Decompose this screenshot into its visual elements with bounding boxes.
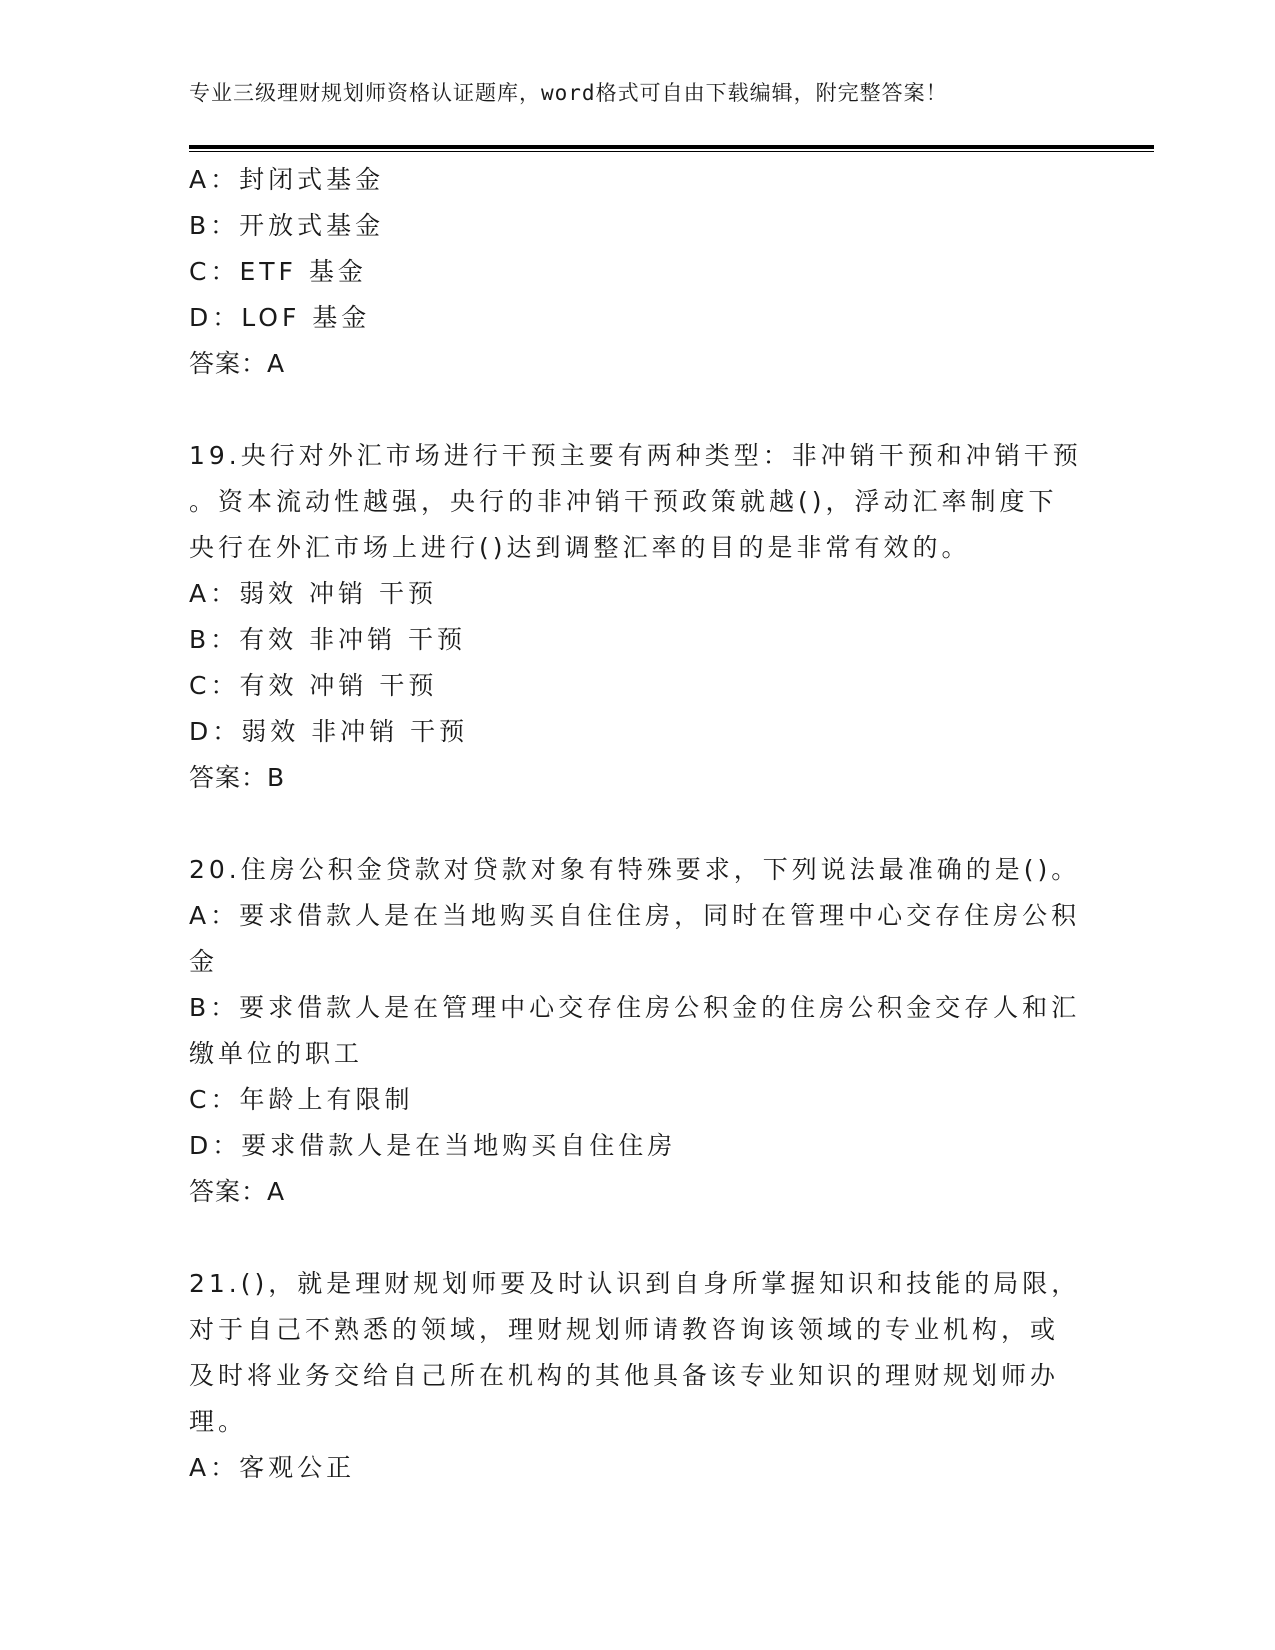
question-18 [189,157,1079,387]
option-a-line: A：要求借款人是在当地购买自住住房，同时在管理中心交存住房公积 [189,901,1081,930]
question-stem-line: 及时将业务交给自己所在机构的其他具备该专业知识的理财规划师办 [189,1361,1060,1390]
answer: 答案：B [189,763,286,792]
question-19 [189,433,1082,801]
header-rule-thin [189,151,1154,152]
option-c: C：有效 冲销 干预 [189,671,438,700]
spacer [189,1215,1079,1261]
option-a: A：客观公正 [189,1453,356,1482]
question-stem-line: 21.()，就是理财规划师要及时认识到自身所掌握知识和技能的局限， [189,1269,1081,1298]
question-stem-line: 19.央行对外汇市场进行干预主要有两种类型：非冲销干预和冲销干预 [189,441,1082,470]
answer: 答案：A [189,1177,286,1206]
option-b: B：有效 非冲销 干预 [189,625,467,654]
answer: 答案：A [189,349,286,378]
question-stem-line: 理。 [189,1407,248,1436]
question-stem-line: 央行在外汇市场上进行()达到调整汇率的目的是非常有效的。 [189,533,971,562]
option-b-line: 缴单位的职工 [189,1039,364,1068]
spacer [189,387,1079,433]
header-rule-thick [189,145,1154,149]
option-c: C：ETF 基金 [189,257,367,286]
option-a: A：弱效 冲销 干预 [189,579,437,608]
option-a-line: 金 [189,947,219,976]
question-stem-line: 20.住房公积金贷款对贷款对象有特殊要求，下列说法最准确的是()。 [189,855,1081,884]
option-b: B：开放式基金 [189,211,385,240]
option-a: A：封闭式基金 [189,165,385,194]
document-body [189,157,1082,1491]
option-c: C：年龄上有限制 [189,1085,414,1114]
question-21 [189,1261,1079,1491]
question-stem-line: 对于自己不熟悉的领域，理财规划师请教咨询该领域的专业机构，或 [189,1315,1060,1344]
spacer [189,801,1079,847]
option-d: D：LOF 基金 [189,303,371,332]
option-d: D：要求借款人是在当地购买自住住房 [189,1131,677,1160]
page-header: 专业三级理财规划师资格认证题库，word格式可自由下载编辑，附完整答案！ [189,81,948,105]
option-d: D：弱效 非冲销 干预 [189,717,469,746]
question-stem-line: 。资本流动性越强，央行的非冲销干预政策就越()，浮动汇率制度下 [189,487,1058,516]
option-b-line: B：要求借款人是在管理中心交存住房公积金的住房公积金交存人和汇 [189,993,1081,1022]
question-20 [189,847,1079,1215]
